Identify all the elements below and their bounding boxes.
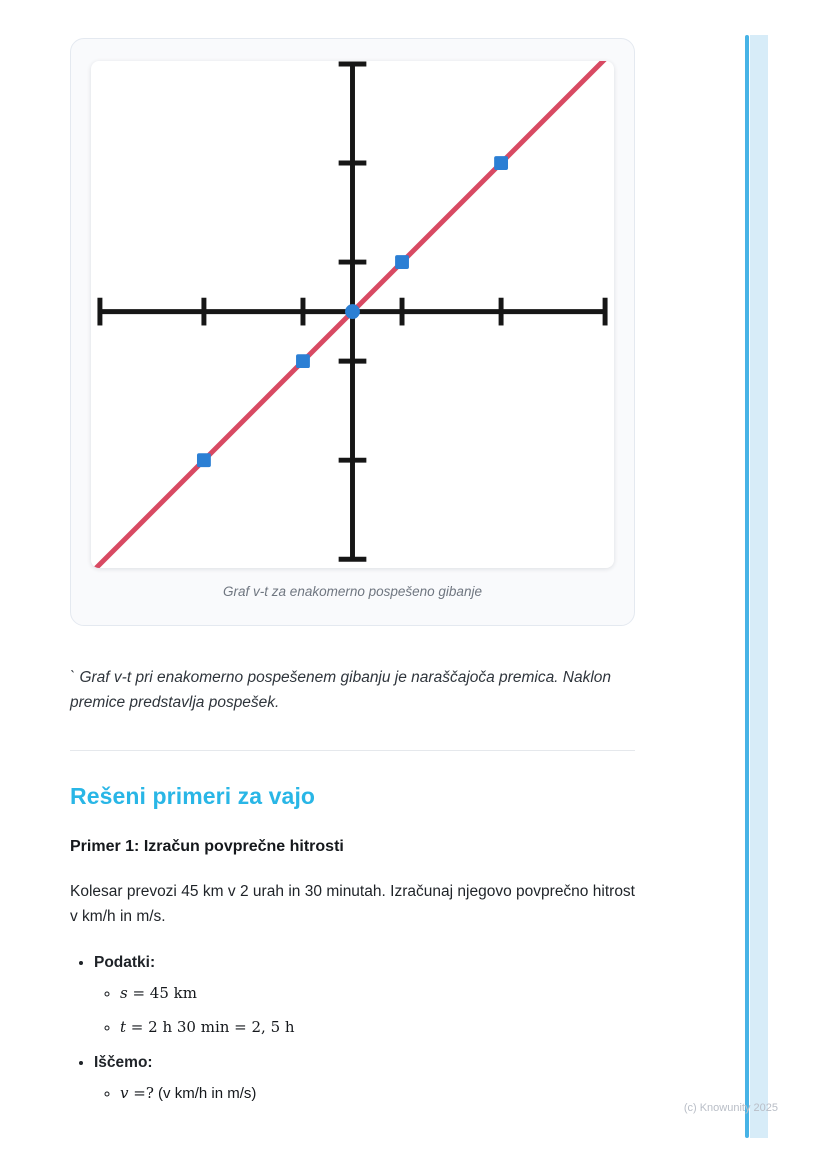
math-expression — [120, 1018, 295, 1036]
math-item-s — [120, 984, 635, 1002]
list-label-podatki: Podatki: — [94, 953, 156, 971]
note-paragraph: ` Graf v-t pri enakomerno pospešenem gibanju je naraščajoča premica. Naklon premice predstavlja pospešek. — [70, 669, 612, 711]
math-item-v — [120, 1084, 635, 1102]
math-value: =? — [128, 1083, 154, 1102]
plain-suffix: (v km/h in m/s) — [153, 1084, 257, 1102]
list-item-podatki — [94, 954, 635, 1036]
section-heading: Rešeni primeri za vajo — [70, 782, 316, 809]
iscemo-sublist — [94, 1084, 635, 1102]
example-problem-text: Kolesar prevozi 45 km v 2 urah in 30 minutah. Izračunaj njegovo povprečno hitrost v km/h in m/s. — [70, 882, 635, 926]
scrollbar-track[interactable] — [750, 35, 768, 1138]
scrollbar-thumb[interactable] — [745, 35, 749, 1138]
math-expression — [120, 984, 197, 1002]
copyright-text: (c) Knowunity 2025 — [683, 1102, 778, 1114]
vt-graph-panel — [91, 61, 614, 568]
math-value: = 2 h 30 min = 2, 5 h — [126, 1017, 295, 1036]
scrollbar[interactable] — [745, 35, 768, 1138]
figure-caption: Graf v-t za enakomerno pospešeno gibanje — [223, 584, 482, 600]
math-variable: v — [120, 1083, 129, 1102]
math-expression — [120, 1084, 154, 1102]
example-list — [70, 954, 635, 1102]
podatki-sublist — [94, 984, 635, 1036]
math-variable: s — [120, 983, 128, 1002]
math-value: = 45 km — [127, 983, 197, 1002]
list-item-iscemo — [94, 1054, 635, 1102]
vt-graph-svg — [91, 61, 614, 568]
list-label-iscemo: Iščemo: — [94, 1053, 153, 1071]
example-heading: Primer 1: Izračun povprečne hitrosti — [70, 837, 344, 855]
math-item-t — [120, 1018, 635, 1036]
section-divider — [70, 750, 635, 751]
graph-card — [70, 38, 635, 626]
math-variable: t — [120, 1017, 127, 1036]
document-page — [70, 38, 635, 1120]
